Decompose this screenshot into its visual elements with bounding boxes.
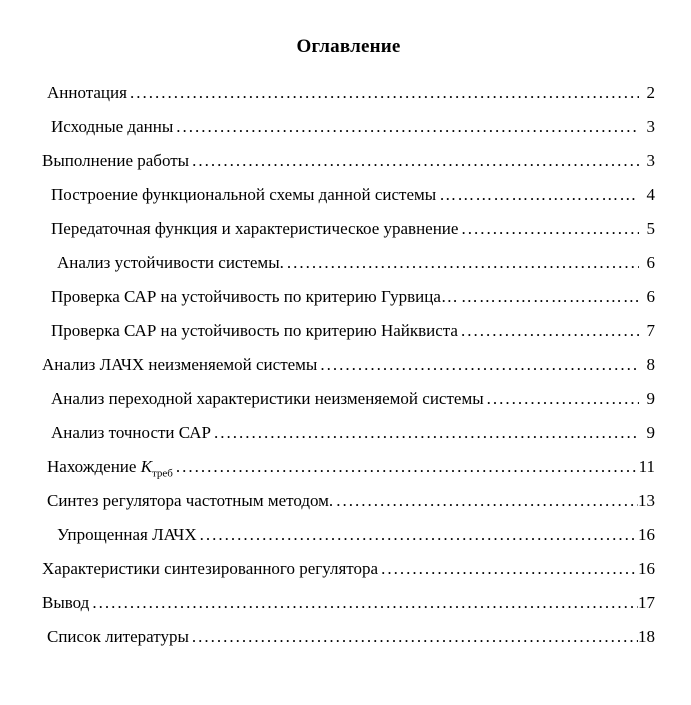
toc-entry[interactable] xyxy=(42,76,655,110)
toc-entry-page: 2 xyxy=(646,83,655,102)
toc-dot-leader xyxy=(173,450,639,484)
toc-entry-label: Список литературы xyxy=(47,627,189,646)
toc-dot-leader xyxy=(333,484,638,518)
toc-entry-page: 9 xyxy=(646,423,655,442)
toc-entry-label: Проверка САР на устойчивость по критерию Найквиста xyxy=(51,321,458,340)
toc-entry[interactable] xyxy=(42,518,655,552)
toc-entry-label: Исходные данны xyxy=(51,117,174,136)
toc-entry-page: 3 xyxy=(646,117,655,136)
toc-dot-leader xyxy=(189,620,638,654)
toc-entry[interactable] xyxy=(42,178,655,212)
toc-entry-page: 16 xyxy=(638,559,655,578)
toc-entry-page: 9 xyxy=(646,389,655,408)
toc-dot-leader xyxy=(127,76,639,110)
toc-dot-leader xyxy=(317,348,639,382)
toc-dot-leader xyxy=(436,178,639,212)
toc-entry-label: Аннотация xyxy=(47,83,127,102)
toc-dot-leader xyxy=(189,144,639,178)
toc-entry-label: Анализ ЛАЧХ неизменяемой системы xyxy=(42,355,318,374)
toc-entry-page: 7 xyxy=(646,321,655,340)
toc-entry[interactable] xyxy=(42,620,655,654)
toc-entry[interactable] xyxy=(42,586,655,620)
toc-dot-leader xyxy=(89,586,638,620)
toc-entry-page: 8 xyxy=(646,355,655,374)
toc-dot-leader xyxy=(458,212,639,246)
toc-entry-page: 11 xyxy=(638,457,655,476)
toc-entry[interactable] xyxy=(42,110,655,144)
toc-entry-label: Построение функциональной схемы данной системы xyxy=(51,185,437,204)
toc-entry-label: Передаточная функция и характеристическое уравнение xyxy=(51,219,459,238)
toc-entry[interactable] xyxy=(42,212,655,246)
toc-entry-page: 17 xyxy=(638,593,655,612)
toc-entry-page: 18 xyxy=(638,627,655,646)
toc-entry[interactable] xyxy=(42,450,655,484)
toc-entry-label: Нахождение $К_{треб}$ xyxy=(47,457,173,480)
toc-entry-label: Анализ устойчивости системы. xyxy=(57,253,284,272)
toc-entry[interactable] xyxy=(42,144,655,178)
toc-entry-page: 4 xyxy=(646,185,655,204)
toc-dot-leader xyxy=(458,280,639,314)
toc-entry-page: 6 xyxy=(646,287,655,306)
toc-entry-label: Синтез регулятора частотным методом. xyxy=(47,491,334,510)
toc-entry-page: 13 xyxy=(638,491,655,510)
toc-entry-page: 3 xyxy=(646,151,655,170)
toc-entry[interactable] xyxy=(42,484,655,518)
toc-entry[interactable] xyxy=(42,280,655,314)
toc-entry[interactable] xyxy=(42,416,655,450)
toc-entry-label: Характеристики синтезированного регулятора xyxy=(42,559,379,578)
toc-dot-leader xyxy=(378,552,638,586)
toc-entry-label: Выполнение работы xyxy=(42,151,190,170)
toc-entry[interactable] xyxy=(42,552,655,586)
toc-entry[interactable] xyxy=(42,348,655,382)
toc-entry[interactable] xyxy=(42,314,655,348)
toc-entry[interactable] xyxy=(42,382,655,416)
toc-dot-leader xyxy=(173,110,639,144)
toc-dot-leader xyxy=(484,382,639,416)
toc-dot-leader xyxy=(284,246,639,280)
toc-list xyxy=(42,76,655,654)
toc-dot-leader xyxy=(458,314,639,348)
toc-entry-label: Анализ точности САР xyxy=(51,423,211,442)
toc-entry-page: 6 xyxy=(646,253,655,272)
toc-entry-label: Анализ переходной характеристики неизменяемой системы xyxy=(51,389,484,408)
toc-dot-leader xyxy=(197,518,638,552)
toc-entry-label: Упрощенная ЛАЧХ xyxy=(57,525,197,544)
toc-entry-page: 5 xyxy=(646,219,655,238)
toc-title: Оглавление xyxy=(296,36,401,57)
toc-entry[interactable] xyxy=(42,246,655,280)
toc-entry-page: 16 xyxy=(638,525,655,544)
toc-entry-label: Проверка САР на устойчивость по критерию Гурвица… xyxy=(51,287,458,306)
toc-entry-label: Вывод xyxy=(42,593,90,612)
toc-dot-leader xyxy=(211,416,639,450)
